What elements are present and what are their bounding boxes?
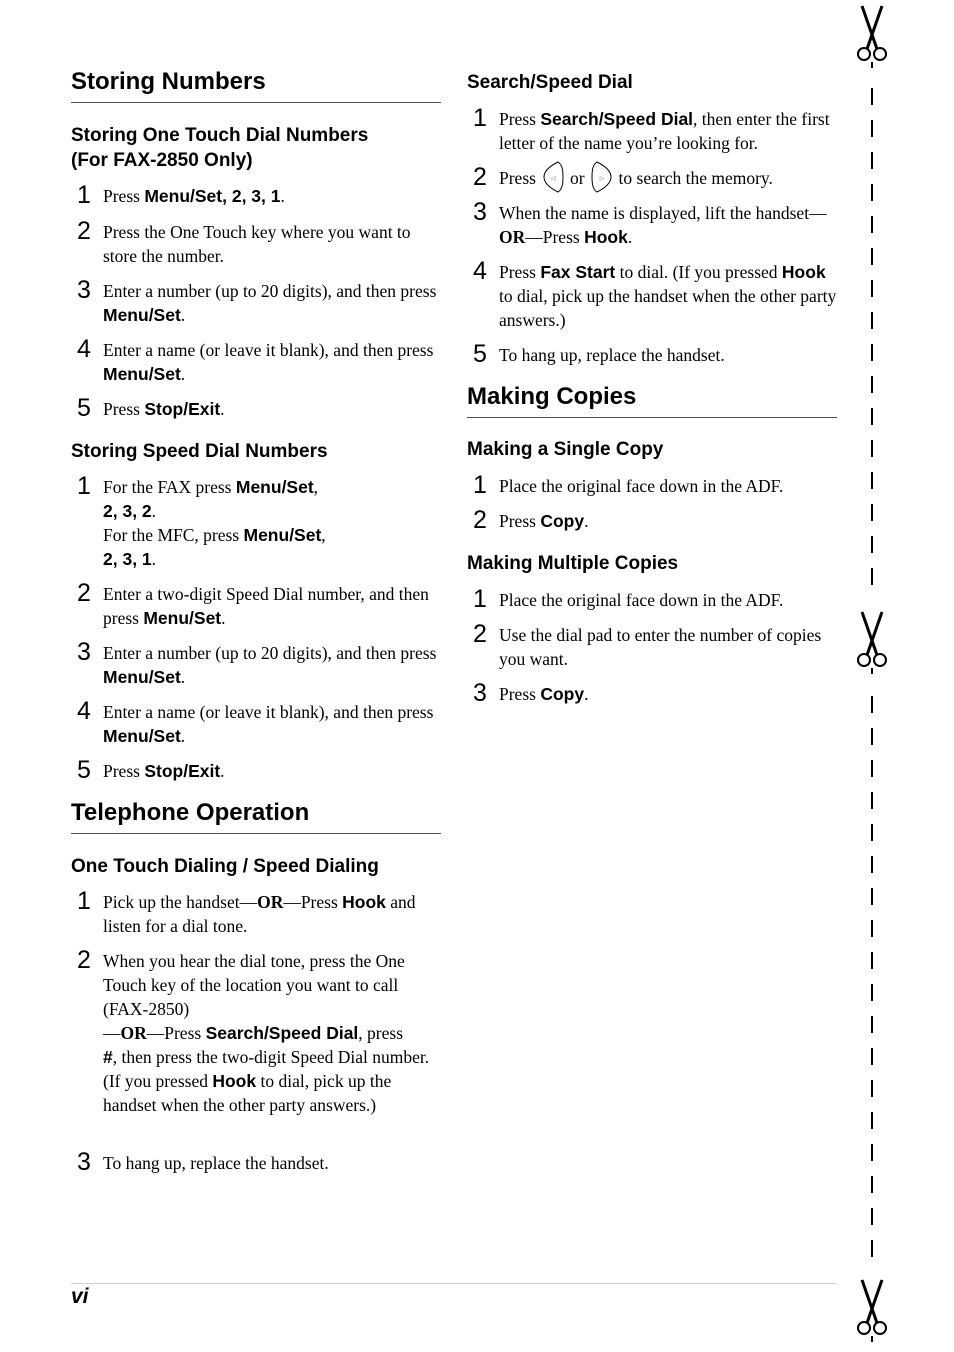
cut-line-dash [871, 856, 873, 873]
step-item [71, 276, 441, 327]
step-item [71, 697, 441, 748]
step-text: To hang up, replace the handset. [499, 345, 725, 365]
step-item [71, 1148, 441, 1176]
step-number: 3 [77, 1148, 91, 1176]
step-number: 1 [77, 887, 91, 915]
cut-line-dash [871, 1144, 873, 1161]
step-item [71, 756, 441, 784]
step-number: 5 [77, 756, 91, 784]
step-number: 2 [77, 946, 91, 974]
step-item [467, 198, 837, 249]
cut-line-dash [871, 536, 873, 553]
step-text: Press Search/Speed Dial, then enter the first letter of the name you’re looking for. [499, 109, 830, 153]
cut-line-dash [871, 248, 873, 265]
step-item [467, 620, 837, 671]
step-text: For the FAX press Menu/Set, 2, 3, 2. For the MFC, press Menu/Set, 2, 3, 1. [103, 477, 326, 569]
step-item [467, 257, 837, 332]
scissors-icon [853, 610, 891, 674]
subsection-title-single-copy: Making a Single Copy [467, 439, 664, 460]
cut-line-dash [871, 1016, 873, 1033]
step-item [71, 946, 441, 1117]
step-number: 3 [473, 198, 487, 226]
step-text: When you hear the dial tone, press the One Touch key of the location you want to call (FAX-2850) —OR—Press Search/Speed Dial, press #, then press the two-digit Speed Dial number. (If you pressed Hook to dial, pick up the handset when the other party answers.) [103, 951, 430, 1115]
step-number: 2 [473, 620, 487, 648]
cut-line-dash [871, 760, 873, 777]
step-text: Enter a number (up to 20 digits), and then press Menu/Set. [103, 281, 437, 325]
subsection-title-multiple-copies: Making Multiple Copies [467, 553, 679, 574]
cut-line-dash [871, 88, 873, 105]
step-number: 5 [473, 340, 487, 368]
cut-line-dash [871, 696, 873, 713]
step-text: Press Stop/Exit. [103, 761, 225, 781]
cut-line-dash [871, 920, 873, 937]
step-item [71, 217, 441, 268]
cut-line-dash [871, 568, 873, 585]
step-text: Press Menu/Set, 2, 3, 1. [103, 186, 285, 206]
step-number: 3 [77, 276, 91, 304]
step-item [71, 887, 441, 938]
step-text: Press Stop/Exit. [103, 399, 225, 419]
cut-line-dash [871, 728, 873, 745]
step-item [71, 638, 441, 689]
cut-line-dash [871, 376, 873, 393]
step-number: 2 [473, 163, 487, 191]
search-right-key-icon [591, 161, 613, 193]
cut-line-dash [871, 344, 873, 361]
cut-line-dash [871, 824, 873, 841]
svg-text:▷: ▷ [599, 175, 604, 182]
subsection-title-search-speed-dial: Search/Speed Dial [467, 72, 633, 93]
cut-line-dash [871, 472, 873, 489]
step-text: Place the original face down in the ADF. [499, 476, 784, 496]
cut-line-dash [871, 312, 873, 329]
step-item [71, 335, 441, 386]
step-number: 1 [473, 471, 487, 499]
step-item [467, 585, 837, 613]
step-number: 1 [77, 181, 91, 209]
step-item [467, 506, 837, 534]
step-number: 3 [473, 679, 487, 707]
cut-line-dash [871, 888, 873, 905]
subsection-title-line2: (For FAX-2850 Only) [71, 150, 253, 171]
step-number: 4 [77, 697, 91, 725]
step-item [71, 579, 441, 630]
step-text: Enter a name (or leave it blank), and then press Menu/Set. [103, 340, 434, 384]
step-number: 2 [77, 579, 91, 607]
cut-line-dash [871, 984, 873, 1001]
step-item [467, 471, 837, 499]
step-text: To hang up, replace the handset. [103, 1153, 329, 1173]
step-number: 1 [473, 585, 487, 613]
cut-line [871, 0, 873, 1352]
section-title-storing-numbers: Storing Numbers [71, 68, 441, 103]
subsection-title-speed-dial: Storing Speed Dial Numbers [71, 441, 328, 462]
step-text: When the name is displayed, lift the handset—OR—Press Hook. [499, 203, 827, 247]
step-text: Press Copy. [499, 684, 589, 704]
cut-line-dash [871, 408, 873, 425]
step-number: 4 [77, 335, 91, 363]
step-number: 1 [77, 472, 91, 500]
cut-line-dash [871, 440, 873, 457]
step-text: Enter a two-digit Speed Dial number, and then press Menu/Set. [103, 584, 429, 628]
section-title-making-copies: Making Copies [467, 383, 837, 418]
cut-line-dash [871, 184, 873, 201]
subsection-title-line1: Storing One Touch Dial Numbers [71, 125, 369, 146]
step-text: Press Fax Start to dial. (If you pressed Hook to dial, pick up the handset when the other party answers.) [499, 262, 837, 330]
step-text: Enter a name (or leave it blank), and then press Menu/Set. [103, 702, 434, 746]
cut-line-dash [871, 1112, 873, 1129]
step-item [71, 181, 441, 209]
cut-line-dash [871, 152, 873, 169]
cut-line-dash [871, 792, 873, 809]
step-number: 5 [77, 394, 91, 422]
subsection-title-one-touch-dialing: One Touch Dialing / Speed Dialing [71, 856, 379, 877]
cut-line-dash [871, 1048, 873, 1065]
step-text: Enter a number (up to 20 digits), and then press Menu/Set. [103, 643, 437, 687]
step-text: Pick up the handset—OR—Press Hook and listen for a dial tone. [103, 892, 416, 936]
cut-line-dash [871, 1080, 873, 1097]
step-item [467, 104, 837, 155]
cut-line-dash [871, 1176, 873, 1193]
step-number: 3 [77, 638, 91, 666]
step-item [467, 679, 837, 707]
section-title-telephone-operation: Telephone Operation [71, 799, 441, 834]
step-item [467, 163, 837, 193]
cut-line-dash [871, 1208, 873, 1225]
cut-line-dash [871, 120, 873, 137]
cut-line-dash [871, 504, 873, 521]
step-text: Press the One Touch key where you want to store the number. [103, 222, 411, 266]
cut-line-dash [871, 1240, 873, 1257]
step-item [71, 394, 441, 422]
cut-line-dash [871, 952, 873, 969]
step-number: 1 [473, 104, 487, 132]
step-number: 4 [473, 257, 487, 285]
page-number: vi [71, 1285, 89, 1308]
step-text: Use the dial pad to enter the number of copies you want. [499, 625, 822, 669]
subsection-title-one-touch [71, 123, 441, 173]
cut-line-dash [871, 216, 873, 233]
step-number: 2 [77, 217, 91, 245]
step-text: Press ◁ or ▷ to search the memory. [499, 166, 837, 193]
step-item [467, 340, 837, 368]
step-number: 2 [473, 506, 487, 534]
step-item [71, 472, 441, 571]
footer-rule [71, 1283, 837, 1284]
svg-text:◁: ◁ [550, 175, 556, 182]
scissors-icon [853, 4, 891, 68]
step-text: Press Copy. [499, 511, 589, 531]
step-text: Place the original face down in the ADF. [499, 590, 784, 610]
scissors-icon [853, 1278, 891, 1342]
search-left-key-icon [542, 161, 564, 193]
cut-line-dash [871, 280, 873, 297]
